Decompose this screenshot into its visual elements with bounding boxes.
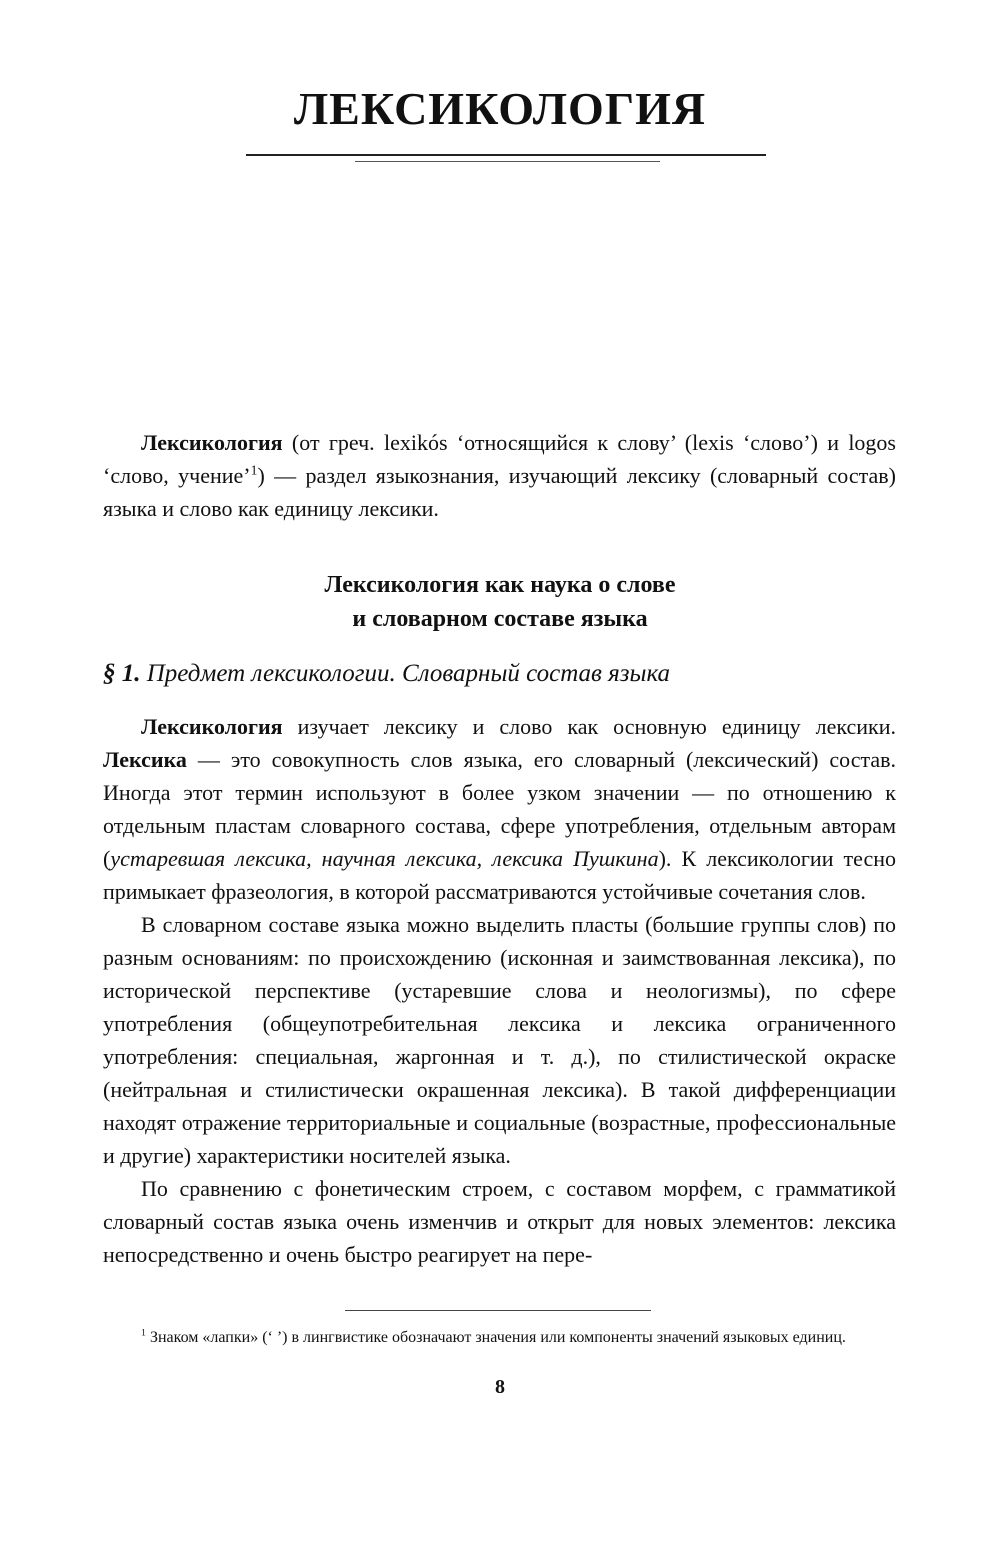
footnote-text: Знаком «лапки» (‘ ’) в лингвистике обозначают значения или компоненты значений языковых единиц. — [145, 1329, 846, 1346]
chapter-title: ЛЕКСИКОЛОГИЯ — [293, 83, 707, 134]
term-lexicology: Лексикология — [141, 714, 283, 739]
footnote-rule — [345, 1310, 651, 1311]
intro-text-2: ) — раздел языкознания, изучающий лексику (словарный состав) языка и слово как единицу лексики. — [103, 463, 896, 521]
intro-term: Лексикология — [141, 430, 283, 455]
title-rule-thick — [246, 154, 766, 156]
section-heading-line-1: Лексикология как наука о слове — [324, 572, 676, 598]
intro-text-1: (от греч. lexikós ‘относящийся к слову’ (lexis ‘слово’) и logos ‘слово, учение’ — [103, 430, 896, 488]
section-heading — [0, 568, 1000, 636]
footnote — [103, 1325, 896, 1350]
footnote-mark: 1 — [141, 1327, 146, 1339]
body-text — [103, 710, 896, 1271]
page-number: 8 — [495, 1376, 505, 1398]
paragraph-number: § 1. — [103, 660, 141, 687]
section-heading-line-2: и словарном составе языка — [352, 606, 648, 632]
paragraph-heading — [103, 656, 896, 692]
body-paragraph-2: В словарном составе языка можно выделить пласты (большие группы слов) по разным основаниям: по происхождению (исконная и заимствованная лексика), по исторической перспективе (устаревшие слова и неологизмы), по сфере употребления (общеупотребительная лексика и лексика ограниченного употребления: специальная, жаргонная и т. д.), по стилистической окраске (нейтральная и стилистически окрашенная лексика). В такой дифференциации находят отражение территориальные и социальные (возрастные, профессиональные и другие) характеристики носителей языка. — [103, 912, 896, 1168]
p1-text-1: изучает лексику и слово как основную единицу лексики. — [282, 714, 896, 739]
p1-examples: устаревшая лексика, научная лексика, лексика Пушкина — [110, 846, 659, 871]
body-paragraph-3: По сравнению с фонетическим строем, с составом морфем, с грамматикой словарный состав языка очень изменчив и открыт для новых элементов: лексика непосредственно и очень быстро реагирует на пере- — [103, 1176, 896, 1267]
intro-paragraph — [103, 426, 896, 525]
body-paragraph-1 — [103, 710, 896, 908]
p1-text-2: — это совокупность слов языка, его словарный (лексический) состав. Иногда этот термин используют в более узком значении — по отношению к отдельным пластам словарного состава, сфере употребления, отдельным авторам ( — [103, 747, 896, 871]
paragraph-title: Предмет лексикологии. Словарный состав языка — [140, 660, 671, 687]
intro-footnote-mark: 1 — [250, 462, 258, 478]
term-lexics: Лексика — [103, 747, 187, 772]
p1-text-3: ). К лексикологии тесно примыкает фразеология, в которой рассматриваются устойчивые сочетания слов. — [103, 846, 897, 904]
title-rule-thin — [355, 161, 660, 162]
